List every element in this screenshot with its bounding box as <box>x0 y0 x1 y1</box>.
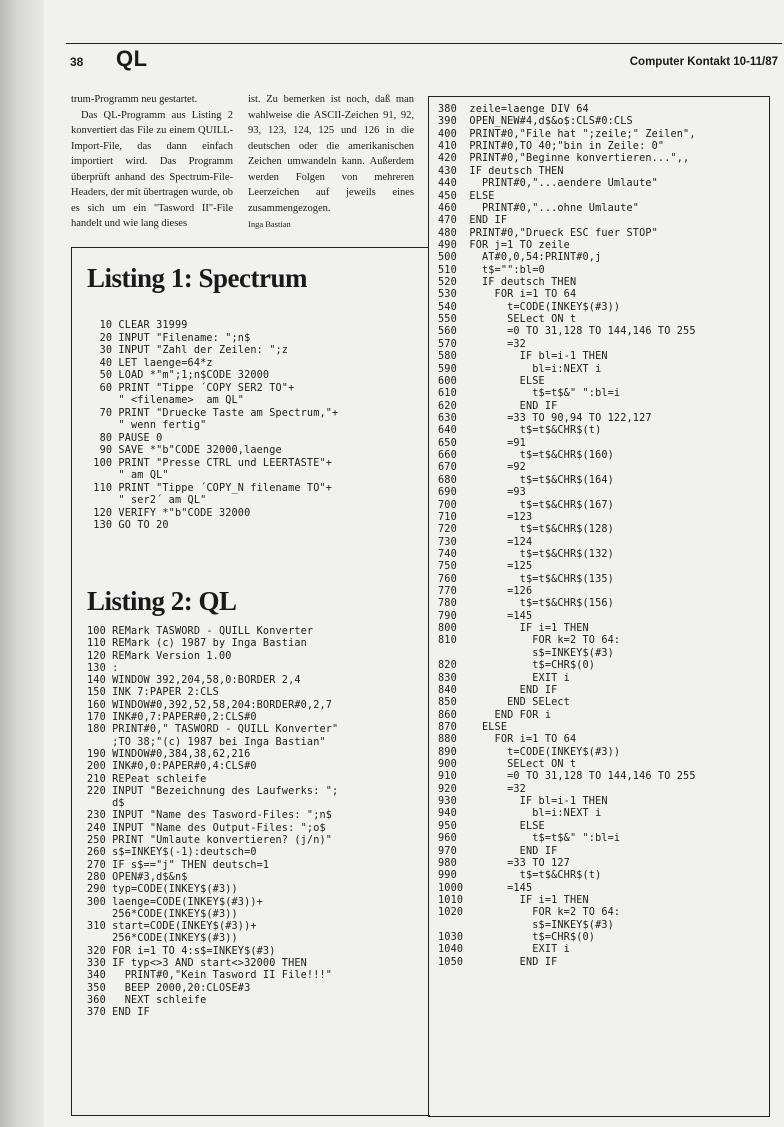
code-line: 910 =0 TO 31,128 TO 144,146 TO 255 <box>438 771 696 783</box>
code-line: 720 t$=t$&CHR$(128) <box>438 524 614 536</box>
listing-1-code <box>87 320 338 533</box>
code-line: 1050 END IF <box>438 956 558 968</box>
code-line: 710 =123 <box>438 511 533 523</box>
code-line: 920 =32 <box>438 783 526 795</box>
code-line: 330 IF typ<>3 AND start<>32000 THEN <box>87 958 307 970</box>
code-line: 880 FOR i=1 TO 64 <box>438 734 577 746</box>
article-paragraph: trum-Programm neu gestartet. <box>71 94 198 105</box>
code-line: 310 start=CODE(INKEY$(#3))+ <box>87 921 257 933</box>
code-line: 410 PRINT#0,TO 40;"bin in Zeile: 0" <box>438 141 665 153</box>
code-line: 1010 IF i=1 THEN <box>438 895 589 906</box>
code-line: 50 LOAD *"m";1;n$CODE 32000 <box>87 370 270 381</box>
code-line: " am QL" <box>87 470 169 481</box>
listing-2-continued-code <box>438 104 696 969</box>
code-line: ;TO 38;"(c) 1987 bei Inga Bastian" <box>87 736 326 748</box>
listing-2-code <box>87 626 338 1020</box>
code-line: 60 PRINT "Tippe ´COPY SER2 TO"+ <box>87 382 295 394</box>
code-line: 110 REMark (c) 1987 by Inga Bastian <box>87 638 307 650</box>
code-line: 180 PRINT#0," TASWORD - QUILL Konverter" <box>87 724 339 736</box>
code-line: 120 VERIFY *"b"CODE 32000 <box>87 507 251 519</box>
code-line: 100 REMark TASWORD - QUILL Konverter <box>87 626 314 637</box>
code-line: 130 : <box>87 662 119 674</box>
code-line: 360 NEXT schleife <box>87 994 207 1006</box>
code-line: 1000 =145 <box>438 882 533 894</box>
code-line: 230 INPUT "Name des Tasword-Files: ";n$ <box>87 810 333 822</box>
code-line: 640 t$=t$&CHR$(t) <box>438 425 602 437</box>
code-line: 590 bl=i:NEXT i <box>438 363 602 375</box>
code-line: 450 ELSE <box>438 190 495 202</box>
code-line: 510 t$="":bl=0 <box>438 264 545 276</box>
code-line: 1020 FOR k=2 TO 64: <box>438 907 621 919</box>
code-line: 540 t=CODE(INKEY$(#3)) <box>438 301 621 313</box>
code-line: 100 PRINT "Presse CTRL und LEERTASTE"+ <box>87 457 333 469</box>
article-column-1 <box>71 92 233 232</box>
code-line: 870 ELSE <box>438 721 508 733</box>
code-line: 520 IF deutsch THEN <box>438 277 577 289</box>
code-line: 690 =93 <box>438 487 526 499</box>
code-line: 190 WINDOW#0,384,38,62,216 <box>87 748 251 760</box>
author-byline: Inga Bastian <box>248 219 291 229</box>
code-line: 256*CODE(INKEY$(#3)) <box>87 933 238 945</box>
code-line: 950 ELSE <box>438 820 545 832</box>
code-line: 440 PRINT#0,"...aendere Umlaute" <box>438 178 658 190</box>
code-line: " ser2´ am QL" <box>87 495 207 506</box>
code-line: 260 s$=INKEY$(-1):deutsch=0 <box>87 847 257 859</box>
code-line: 1040 EXIT i <box>438 944 570 956</box>
code-line: 680 t$=t$&CHR$(164) <box>438 474 614 486</box>
code-line: 70 PRINT "Druecke Taste am Spectrum,"+ <box>87 407 339 419</box>
section-logo: QL <box>116 46 148 71</box>
code-line: 750 =125 <box>438 561 533 573</box>
book-gutter-shadow <box>0 0 44 1127</box>
code-line: 420 PRINT#0,"Beginne konvertieren...",, <box>438 153 690 165</box>
code-line: 830 EXIT i <box>438 672 570 684</box>
code-line: 630 =33 TO 90,94 TO 122,127 <box>438 412 652 424</box>
code-line: 810 FOR k=2 TO 64: <box>438 635 621 647</box>
code-line: 130 GO TO 20 <box>87 520 169 531</box>
code-line: 560 =0 TO 31,128 TO 144,146 TO 255 <box>438 326 696 338</box>
code-line: 140 WINDOW 392,204,58,0:BORDER 2,4 <box>87 675 301 687</box>
code-line: d$ <box>87 798 125 810</box>
code-line: 430 IF deutsch THEN <box>438 165 564 177</box>
code-line: 170 INK#0,7:PAPER#0,2:CLS#0 <box>87 712 257 724</box>
code-line: 280 OPEN#3,d$&n$ <box>87 871 188 883</box>
code-line: 620 END IF <box>438 400 558 412</box>
code-line: 210 REPeat schleife <box>87 773 207 785</box>
code-line: 460 PRINT#0,"...ohne Umlaute" <box>438 202 640 214</box>
code-line: 290 typ=CODE(INKEY$(#3)) <box>87 884 238 896</box>
code-line: 580 IF bl=i-1 THEN <box>438 351 608 363</box>
code-line: 480 PRINT#0,"Drueck ESC fuer STOP" <box>438 227 658 239</box>
code-line: 300 laenge=CODE(INKEY$(#3))+ <box>87 896 263 908</box>
code-line: 240 INPUT "Name des Output-Files: ";o$ <box>87 822 326 834</box>
code-line: 740 t$=t$&CHR$(132) <box>438 548 614 560</box>
code-line: 600 ELSE <box>438 375 545 387</box>
code-line: 570 =32 <box>438 338 526 350</box>
code-line: 1030 t$=CHR$(0) <box>438 932 596 944</box>
magazine-issue-line: Computer Kontakt 10-11/87 <box>629 56 778 68</box>
code-line: 40 LET laenge=64*z <box>87 357 213 369</box>
code-line: s$=INKEY$(#3) <box>438 919 614 931</box>
code-line: 730 =124 <box>438 536 533 548</box>
header-rule <box>66 43 782 44</box>
code-line: 940 bl=i:NEXT i <box>438 808 602 820</box>
code-line: 80 PAUSE 0 <box>87 432 163 444</box>
code-line: 980 =33 TO 127 <box>438 857 570 869</box>
code-line: 90 SAVE *"b"CODE 32000,laenge <box>87 445 282 456</box>
code-line: 400 PRINT#0,"File hat ";zeile;" Zeilen", <box>438 128 696 140</box>
article-paragraph: ist. Zu bemerken ist noch, daß man wahlweise die ASCII-Zeichen 91, 92, 93, 123, 124, 125 und 126 in die deutschen oder die amerikanischen Zeichen umwandeln kann. Außerdem werden Folgen von mehreren Leerzeichen auf jeweils eines zusammengezogen. <box>248 94 414 214</box>
code-line: 820 t$=CHR$(0) <box>438 660 596 672</box>
code-line: 550 SELect ON t <box>438 314 577 326</box>
code-line: 860 END FOR i <box>438 709 552 721</box>
article-paragraph: Das QL-Programm aus Listing 2 konvertiert das File zu einem QUILL-Import-File, das dann einfach importiert wird. Das Programm überprüft anhand des Spectrum-File-Headers, der mit übertragen wurde, ob es sich um ein "Tasword II"-File handelt und wie lang dieses <box>71 109 233 229</box>
code-line: 660 t$=t$&CHR$(160) <box>438 450 614 462</box>
code-line: 110 PRINT "Tippe ´COPY_N filename TO"+ <box>87 482 333 494</box>
listing-1-title: Listing 1: Spectrum <box>87 263 307 293</box>
code-line: " wenn fertig" <box>87 420 207 431</box>
code-line: 256*CODE(INKEY$(#3)) <box>87 908 238 920</box>
code-line: 670 =92 <box>438 462 526 474</box>
code-line: 490 FOR j=1 TO zeile <box>438 239 570 251</box>
code-line: 10 CLEAR 31999 <box>87 320 188 331</box>
code-line: 370 END IF <box>87 1007 150 1019</box>
code-line: 800 IF i=1 THEN <box>438 623 589 635</box>
code-line: 500 AT#0,0,54:PRINT#0,j <box>438 252 602 264</box>
code-line: " <filename> am QL" <box>87 395 245 406</box>
code-line: 840 END IF <box>438 684 558 696</box>
code-line: 200 INK#0,0:PAPER#0,4:CLS#0 <box>87 761 257 773</box>
code-line: 900 SELect ON t <box>438 759 577 771</box>
page-number: 38 <box>70 55 84 69</box>
code-line: 250 PRINT "Umlaute konvertieren? (j/n)" <box>87 835 333 847</box>
code-line: 470 END IF <box>438 215 508 227</box>
code-line: 350 BEEP 2000,20:CLOSE#3 <box>87 982 251 994</box>
code-line: 650 =91 <box>438 437 526 449</box>
code-line: 890 t=CODE(INKEY$(#3)) <box>438 746 621 758</box>
code-line: 850 END SELect <box>438 697 570 709</box>
code-line: 390 OPEN_NEW#4,d$&o$:CLS#0:CLS <box>438 116 633 128</box>
code-line: 790 =145 <box>438 610 533 622</box>
code-line: 320 FOR i=1 TO 4:s$=INKEY$(#3) <box>87 945 276 957</box>
code-line: 270 IF s$=="j" THEN deutsch=1 <box>87 859 270 871</box>
article-column-2 <box>248 92 414 233</box>
code-line: 970 END IF <box>438 845 558 857</box>
code-line: 780 t$=t$&CHR$(156) <box>438 598 614 610</box>
code-line: 30 INPUT "Zahl der Zeilen: ";z <box>87 345 289 356</box>
code-line: 220 INPUT "Bezeichnung des Laufwerks: "; <box>87 785 339 797</box>
code-line: 340 PRINT#0,"Kein Tasword II File!!!" <box>87 970 333 982</box>
code-line: s$=INKEY$(#3) <box>438 647 614 659</box>
listing-2-title: Listing 2: QL <box>87 586 237 616</box>
code-line: 530 FOR i=1 TO 64 <box>438 289 577 301</box>
code-line: 150 INK 7:PAPER 2:CLS <box>87 687 219 699</box>
code-line: 770 =126 <box>438 586 533 598</box>
code-line: 120 REMark Version 1.00 <box>87 650 232 662</box>
code-line: 700 t$=t$&CHR$(167) <box>438 499 614 511</box>
code-line: 160 WINDOW#0,392,52,58,204:BORDER#0,2,7 <box>87 699 333 711</box>
code-line: 930 IF bl=i-1 THEN <box>438 796 608 808</box>
code-line: 380 zeile=laenge DIV 64 <box>438 104 589 115</box>
code-line: 610 t$=t$&" ":bl=i <box>438 388 621 400</box>
code-line: 960 t$=t$&" ":bl=i <box>438 833 621 845</box>
code-line: 20 INPUT "Filename: ";n$ <box>87 332 251 344</box>
code-line: 760 t$=t$&CHR$(135) <box>438 573 614 585</box>
code-line: 990 t$=t$&CHR$(t) <box>438 870 602 882</box>
